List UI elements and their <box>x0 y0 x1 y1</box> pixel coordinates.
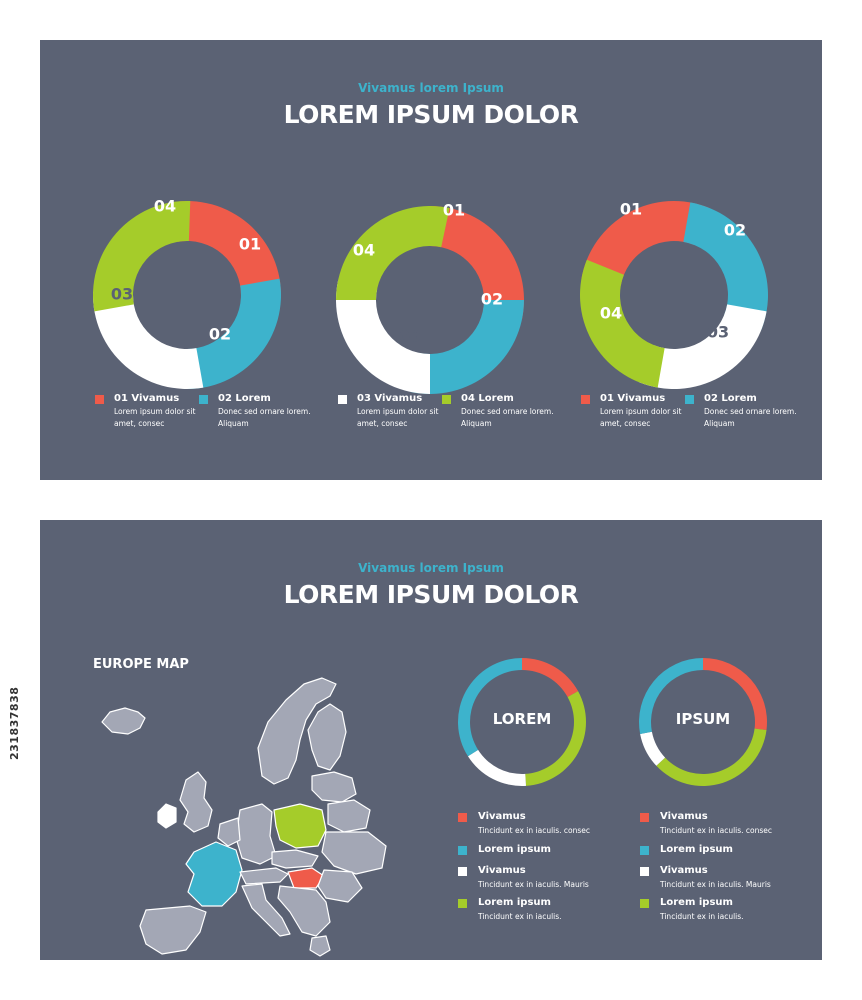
legend-swatch <box>640 846 649 855</box>
ring-label-02: 02 <box>480 289 504 309</box>
legend-desc: Tincidunt ex in iaculis. consec <box>478 826 591 835</box>
legend-name: 02 Lorem <box>218 393 271 404</box>
legend-desc: Lorem ipsum dolor sit amet, consec <box>114 407 196 428</box>
top-subtitle: Vivamus lorem Ipsum <box>358 81 504 95</box>
top-infographic-panel <box>40 40 822 480</box>
legend-desc: Tincidunt ex in iaculis. Mauris <box>478 880 589 889</box>
legend-desc: Lorem ipsum dolor sit amet, consec <box>357 407 439 428</box>
legend-desc: Donec sed ornare lorem. Aliquam <box>218 407 311 428</box>
legend-name: 01 Vivamus <box>600 393 666 404</box>
legend-swatch <box>458 867 467 876</box>
legend-swatch <box>442 395 451 404</box>
donut-charts <box>40 520 822 960</box>
legend-desc: Tincidunt ex in iaculis. Mauris <box>660 880 771 889</box>
legend-swatch <box>338 395 347 404</box>
bottom-title: LOREM IPSUM DOLOR <box>283 580 579 609</box>
legend-name: Vivamus <box>478 865 526 876</box>
donut-slice-4 <box>525 691 586 786</box>
legend-swatch <box>95 395 104 404</box>
legend-name: 04 Lorem <box>461 393 514 404</box>
donut2-label: IPSUM <box>675 710 731 728</box>
legend-name: Vivamus <box>660 865 708 876</box>
legend-swatch <box>581 395 590 404</box>
ring-label-01: 01 <box>442 200 466 220</box>
legend-swatch <box>640 867 649 876</box>
legend-desc: Donec sed ornare lorem. Aliquam <box>461 407 554 428</box>
top-title: LOREM IPSUM DOLOR <box>283 100 579 129</box>
legend-name: Vivamus <box>660 811 708 822</box>
legend-name: Lorem ipsum <box>660 844 733 855</box>
ring-segment-04 <box>93 201 190 311</box>
legend-desc: Tincidunt ex in iaculis. consec <box>660 826 773 835</box>
ring-label-02: 02 <box>208 324 232 344</box>
map-label: EUROPE MAP <box>93 657 189 672</box>
ring-label-02: 02 <box>723 220 747 240</box>
ring-label-01: 01 <box>238 234 262 254</box>
legend-name: 03 Vivamus <box>357 393 423 404</box>
legend-swatch <box>640 813 649 822</box>
donut1-label: LOREM <box>492 710 552 728</box>
bottom-infographic-panel <box>40 520 822 960</box>
legend-name: Vivamus <box>478 811 526 822</box>
legend-name: Lorem ipsum <box>660 897 733 908</box>
donut-slice-3 <box>468 750 526 786</box>
donut-slice-1 <box>522 658 578 697</box>
legend-name: Lorem ipsum <box>478 844 551 855</box>
donut-slice-2 <box>458 658 522 756</box>
ring-label-04: 04 <box>153 196 177 216</box>
legend-swatch <box>458 846 467 855</box>
legend-desc: Donec sed ornare lorem. Aliquam <box>704 407 797 428</box>
ring-segment-04 <box>580 260 665 388</box>
stock-id: 231837838 <box>8 686 21 760</box>
legend-swatch <box>640 899 649 908</box>
legend-desc: Lorem ipsum dolor sit amet, consec <box>600 407 682 428</box>
legend-swatch <box>199 395 208 404</box>
legend-name: 01 Vivamus <box>114 393 180 404</box>
donut-slice-4 <box>656 729 766 786</box>
legend-name: Lorem ipsum <box>478 897 551 908</box>
legend-name: 02 Lorem <box>704 393 757 404</box>
ring-label-04: 04 <box>352 240 376 260</box>
legend-swatch <box>458 899 467 908</box>
ring-label-03: 03 <box>706 322 730 342</box>
legend-desc: Tincidunt ex in iaculis. <box>660 912 744 921</box>
legend-swatch <box>685 395 694 404</box>
ring-label-04: 04 <box>599 303 623 323</box>
legend-swatch <box>458 813 467 822</box>
ring-label-03: 03 <box>398 326 422 346</box>
ring-label-01: 01 <box>619 199 643 219</box>
ring-label-03: 03 <box>110 284 134 304</box>
bottom-subtitle: Vivamus lorem Ipsum <box>358 561 504 575</box>
donut-slice-3 <box>640 732 665 766</box>
legend-desc: Tincidunt ex in iaculis. <box>478 912 562 921</box>
